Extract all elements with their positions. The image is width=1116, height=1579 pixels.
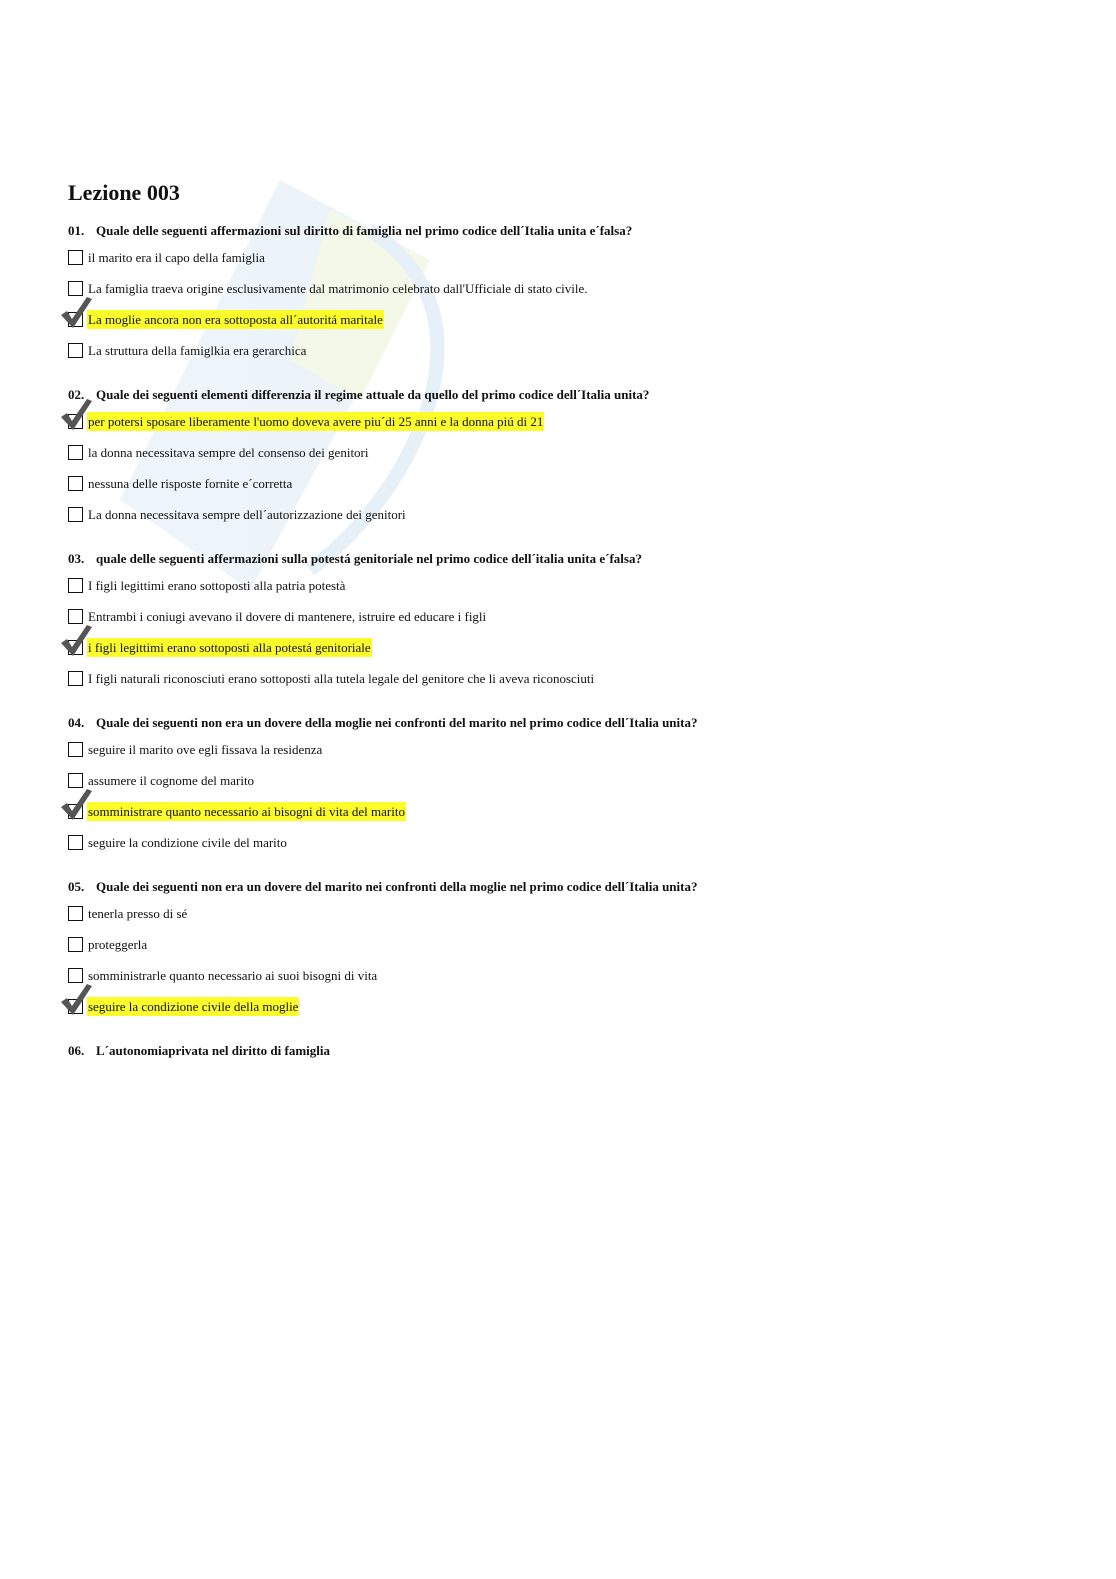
question-block (68, 386, 1068, 536)
answer-option[interactable] (68, 505, 1068, 536)
answer-text: I figli naturali riconosciuti erano sottoposti alla tutela legale del genitore che li aveva riconosciuti (88, 671, 595, 686)
question-label: quale delle seguenti affermazioni sulla potestá genitoriale nel primo codice dell´italia unita e´falsa? (96, 551, 642, 566)
answer-option[interactable] (68, 669, 1068, 700)
answer-text: somministrare quanto necessario ai bisogni di vita del marito (88, 804, 405, 819)
answer-option[interactable] (68, 997, 1068, 1028)
question-text (68, 386, 1068, 404)
answer-option[interactable] (68, 474, 1068, 505)
question-block (68, 878, 1068, 1028)
answer-checkbox[interactable] (68, 476, 83, 491)
answer-text: seguire la condizione civile del marito (88, 835, 287, 850)
answer-text: La struttura della famiglkia era gerarchica (88, 343, 307, 358)
answer-checkbox[interactable] (68, 312, 83, 327)
answer-checkbox[interactable] (68, 578, 83, 593)
answer-checkbox[interactable] (68, 445, 83, 460)
answer-checkbox[interactable] (68, 414, 83, 429)
answer-checkbox[interactable] (68, 250, 83, 265)
answer-checkbox[interactable] (68, 906, 83, 921)
checkmark-icon (59, 623, 93, 657)
question-text (68, 550, 1068, 568)
answer-text: la donna necessitava sempre del consenso dei genitori (88, 445, 369, 460)
answer-checkbox[interactable] (68, 804, 83, 819)
answer-checkbox[interactable] (68, 999, 83, 1014)
answer-text: La donna necessitava sempre dell´autorizzazione dei genitori (88, 507, 406, 522)
question-label: Quale dei seguenti elementi differenzia il regime attuale da quello del primo codice dell´Italia unita? (96, 387, 650, 402)
answer-checkbox[interactable] (68, 968, 83, 983)
question-number: 06. (68, 1043, 85, 1058)
answer-text: il marito era il capo della famiglia (88, 250, 265, 265)
checkmark-icon (59, 787, 93, 821)
answer-text: seguire la condizione civile della moglie (88, 999, 299, 1014)
answer-text: tenerla presso di sé (88, 906, 188, 921)
checkmark-icon (59, 295, 93, 329)
answer-checkbox[interactable] (68, 343, 83, 358)
answer-text: Entrambi i coniugi avevano il dovere di mantenere, istruire ed educare i figli (88, 609, 487, 624)
quiz-content (68, 178, 1068, 1074)
answer-checkbox[interactable] (68, 742, 83, 757)
answer-checkbox[interactable] (68, 671, 83, 686)
answer-text: per potersi sposare liberamente l'uomo doveva avere piu´di 25 anni e la donna piú di 21 (88, 414, 544, 429)
question-list (68, 222, 1068, 1060)
question-block (68, 1042, 1068, 1060)
question-text (68, 222, 1068, 240)
answer-checkbox[interactable] (68, 937, 83, 952)
answer-option[interactable] (68, 802, 1068, 833)
question-label: L´autonomiaprivata nel diritto di famiglia (96, 1043, 330, 1058)
answer-text: nessuna delle risposte fornite e´corretta (88, 476, 293, 491)
checkmark-icon (59, 982, 93, 1016)
question-text (68, 714, 1068, 732)
question-block (68, 222, 1068, 372)
question-number: 01. (68, 223, 85, 238)
question-number: 05. (68, 879, 85, 894)
answer-text: La famiglia traeva origine esclusivamente dal matrimonio celebrato dall'Ufficiale di stato civile. (88, 281, 588, 296)
answer-checkbox[interactable] (68, 773, 83, 788)
answer-option[interactable] (68, 904, 1068, 935)
answer-text: I figli legittimi erano sottoposti alla patria potestà (88, 578, 346, 593)
answer-option[interactable] (68, 771, 1068, 802)
answer-checkbox[interactable] (68, 609, 83, 624)
question-number: 03. (68, 551, 85, 566)
answer-text: somministrarle quanto necessario ai suoi bisogni di vita (88, 968, 378, 983)
question-number: 02. (68, 387, 85, 402)
answer-option[interactable] (68, 935, 1068, 966)
answer-option[interactable] (68, 638, 1068, 669)
answer-text: assumere il cognome del marito (88, 773, 255, 788)
lesson-title: Lezione 003 (68, 180, 180, 205)
checkmark-icon (59, 397, 93, 431)
answer-option[interactable] (68, 607, 1068, 638)
question-text (68, 878, 1068, 896)
answer-text: proteggerla (88, 937, 148, 952)
answer-option[interactable] (68, 248, 1068, 279)
answer-checkbox[interactable] (68, 835, 83, 850)
answer-option[interactable] (68, 576, 1068, 607)
answer-checkbox[interactable] (68, 640, 83, 655)
question-label: Quale delle seguenti affermazioni sul diritto di famiglia nel primo codice dell´Italia unita e´falsa? (96, 223, 633, 238)
answer-option[interactable] (68, 740, 1068, 771)
answer-text: La moglie ancora non era sottoposta all´autoritá maritale (88, 312, 383, 327)
question-label: Quale dei seguenti non era un dovere del marito nei confronti della moglie nel primo codice dell´Italia unita? (96, 879, 698, 894)
question-block (68, 550, 1068, 700)
question-number: 04. (68, 715, 85, 730)
answer-option[interactable] (68, 443, 1068, 474)
question-block (68, 714, 1068, 864)
answer-option[interactable] (68, 279, 1068, 310)
question-label: Quale dei seguenti non era un dovere della moglie nei confronti del marito nel primo codice dell´Italia unita? (96, 715, 698, 730)
answer-option[interactable] (68, 966, 1068, 997)
answer-text: seguire il marito ove egli fissava la residenza (88, 742, 323, 757)
answer-text: i figli legittimi erano sottoposti alla potestá genitoriale (88, 640, 371, 655)
question-text (68, 1042, 1068, 1060)
answer-checkbox[interactable] (68, 507, 83, 522)
answer-option[interactable] (68, 310, 1068, 341)
answer-option[interactable] (68, 412, 1068, 443)
answer-checkbox[interactable] (68, 281, 83, 296)
answer-option[interactable] (68, 833, 1068, 864)
answer-option[interactable] (68, 341, 1068, 372)
